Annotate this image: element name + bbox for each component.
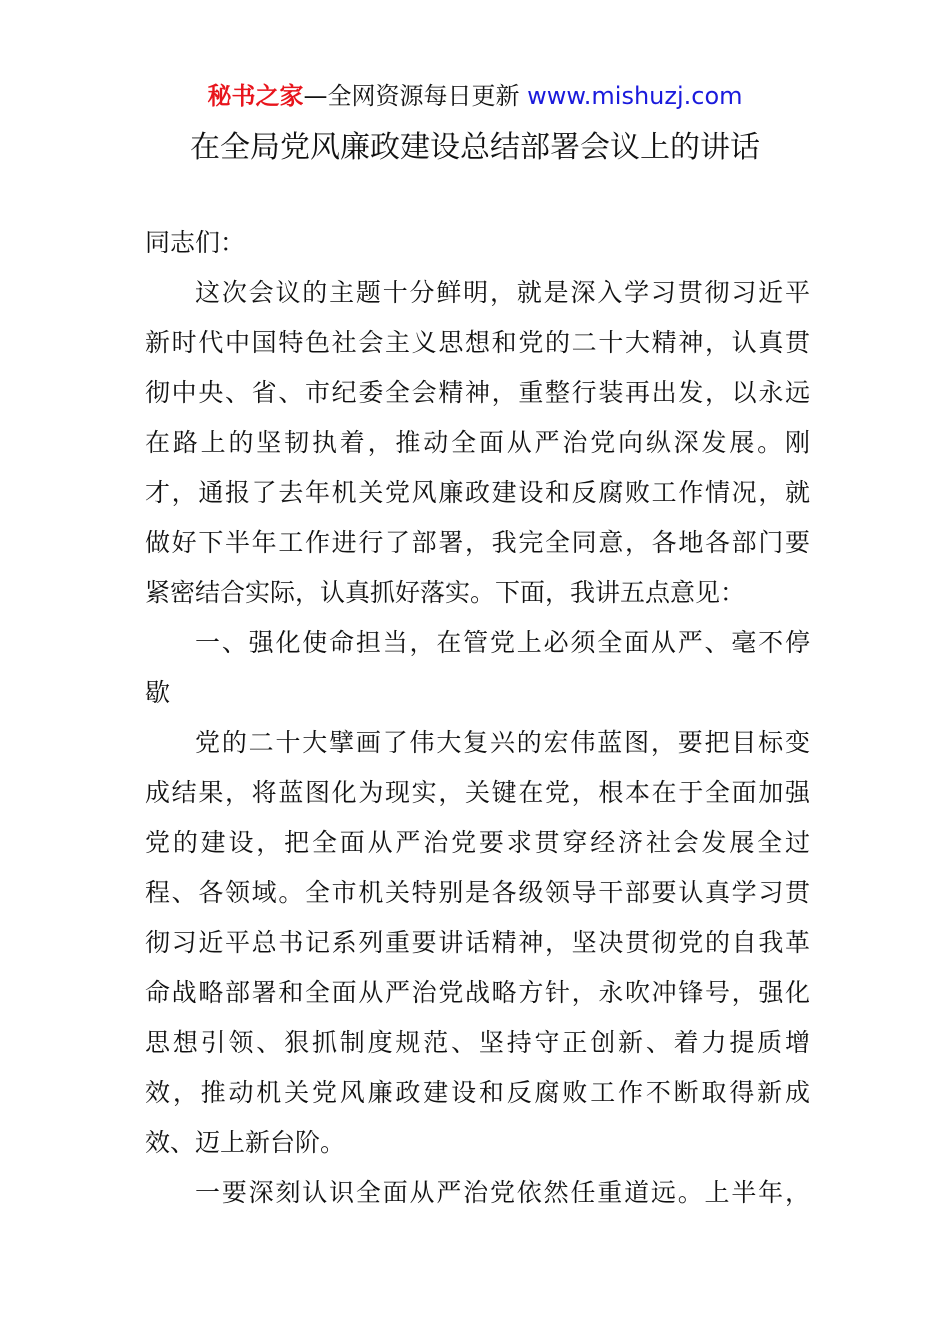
section-heading-line: 一、强化使命担当，在管党上必须全面从严、毫不停 [195,628,810,657]
paragraph-line: 新时代中国特色社会主义思想和党的二十大精神，认真贯 [145,328,810,357]
site-header [0,80,950,112]
paragraph-line: 命战略部署和全面从严治党战略方针，永吹冲锋号，强化 [145,978,810,1007]
paragraph-line: 彻习近平总书记系列重要讲话精神，坚决贯彻党的自我革 [145,928,810,957]
paragraph-line: 党的二十大擘画了伟大复兴的宏伟蓝图，要把目标变 [195,728,810,757]
paragraph-line: 才，通报了去年机关党风廉政建设和反腐败工作情况，就 [145,478,810,507]
paragraph-line: 一要深刻认识全面从严治党依然任重道远。上半年， [195,1178,810,1207]
section-heading-line: 歇 [145,678,171,707]
paragraph-line: 成结果，将蓝图化为现实，关键在党，根本在于全面加强 [145,778,810,807]
document-body [145,218,810,1218]
paragraph-line: 效、迈上新台阶。 [145,1128,346,1157]
paragraph-line: 思想引领、狠抓制度规范、坚持守正创新、着力提质增 [145,1028,810,1057]
salutation: 同志们： [145,228,246,257]
document-title: 在全局党风廉政建设总结部署会议上的讲话 [190,130,760,165]
paragraph-line: 程、各领域。全市机关特别是各级领导干部要认真学习贯 [145,878,810,907]
paragraph-line: 做好下半年工作进行了部署，我完全同意，各地各部门要 [145,528,810,557]
site-url-link[interactable]: www.mishuzj.com [527,82,743,110]
brand-name: 秘书之家 [207,82,304,110]
paragraph-line: 紧密结合实际，认真抓好落实。下面，我讲五点意见： [145,578,746,607]
paragraph-line: 在路上的坚韧执着，推动全面从严治党向纵深发展。刚 [145,428,810,457]
paragraph-line: 党的建设，把全面从严治党要求贯穿经济社会发展全过 [145,828,810,857]
header-slogan: —全网资源每日更新 [303,82,520,110]
paragraph-line: 效，推动机关党风廉政建设和反腐败工作不断取得新成 [145,1078,810,1107]
paragraph-line: 这次会议的主题十分鲜明，就是深入学习贯彻习近平 [195,278,810,307]
paragraph-line: 彻中央、省、市纪委全会精神，重整行装再出发，以永远 [145,378,810,407]
